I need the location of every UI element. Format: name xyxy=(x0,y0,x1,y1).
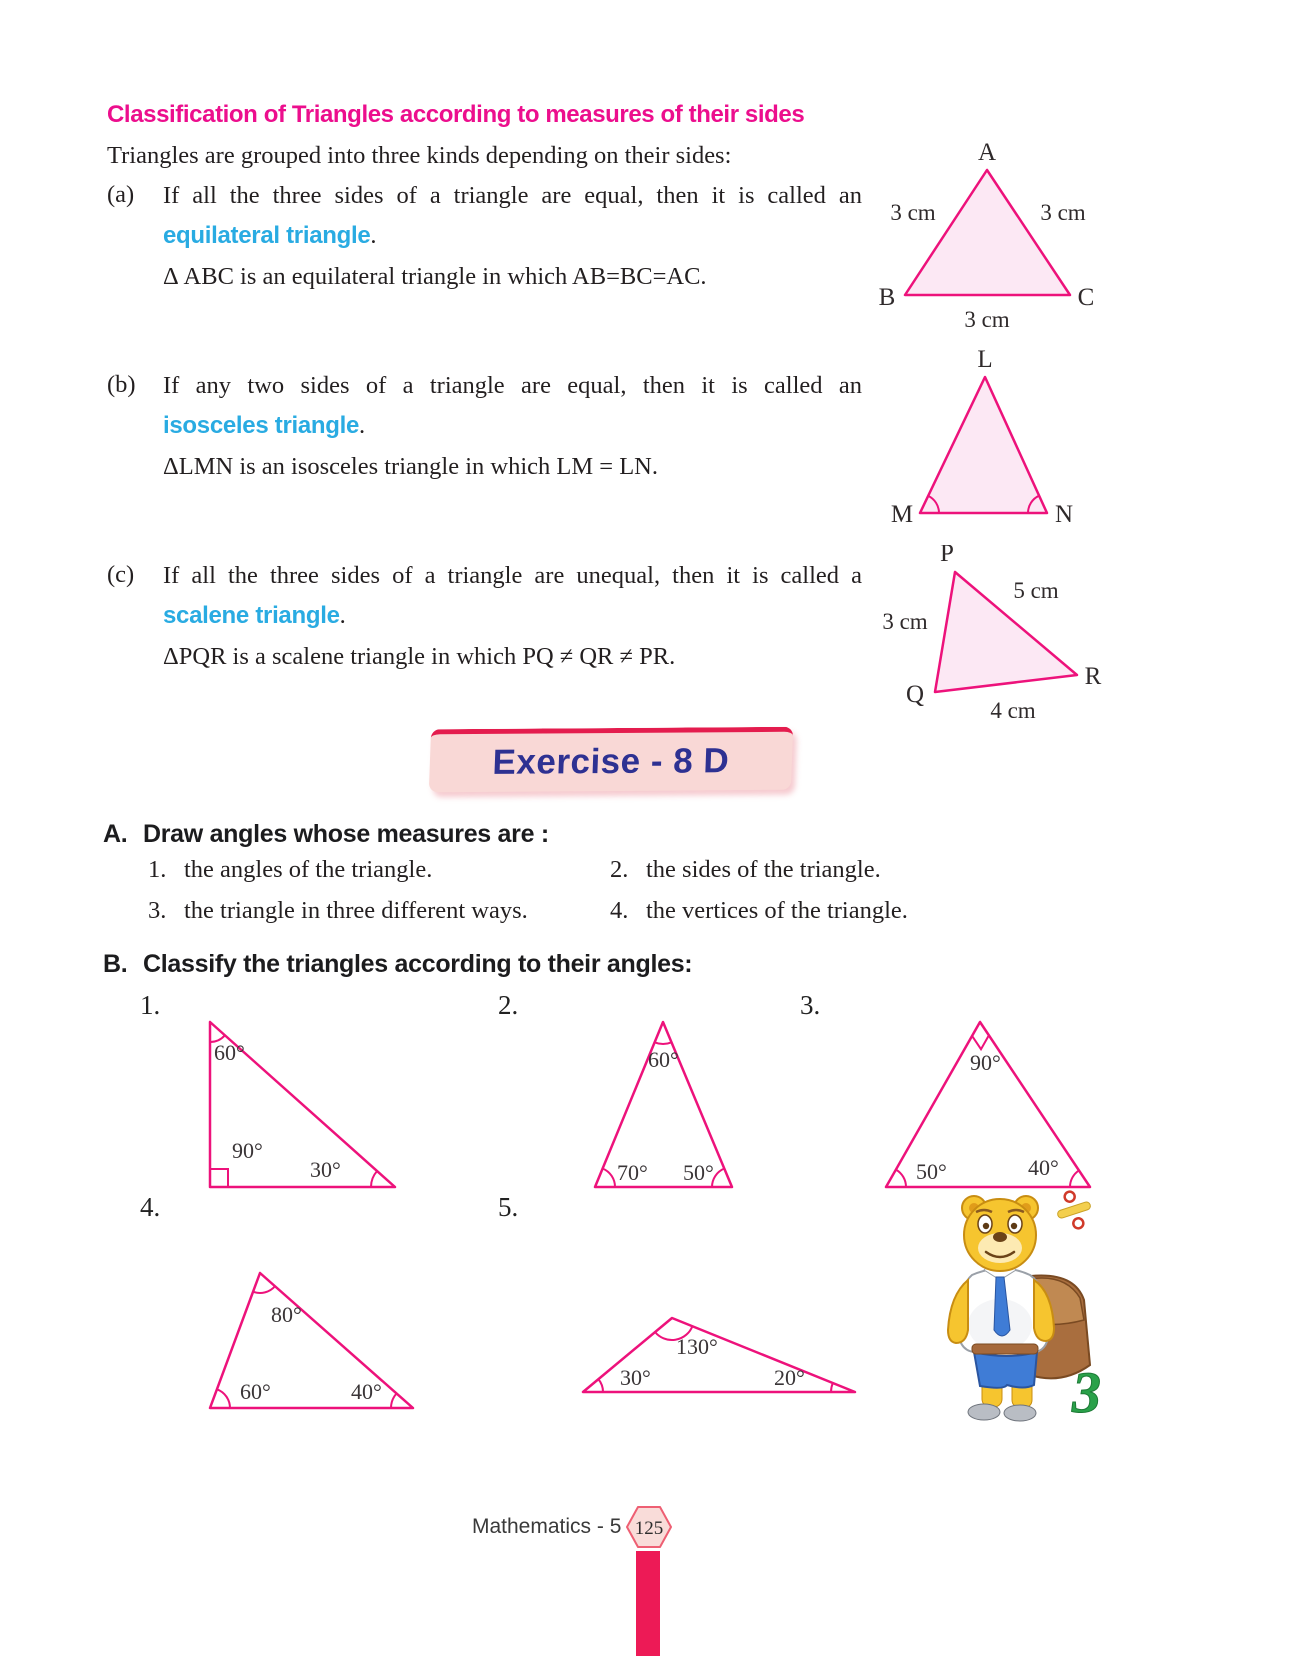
angle-arc-left xyxy=(896,1170,906,1187)
angle-arc-left xyxy=(598,1379,603,1392)
page-title: Classification of Triangles according to measures of their sides xyxy=(107,101,805,128)
item-a-text: If all the three sides of a triangle are equal, then it is called an xyxy=(163,182,862,209)
item-b-text: If any two sides of a triangle are equal, then it is called an xyxy=(163,372,862,399)
section-b-marker: B. xyxy=(103,950,128,978)
item-a-detail: Δ ABC is an equilateral triangle in which AB=BC=AC. xyxy=(163,262,707,290)
angle-arc-right xyxy=(371,1171,377,1187)
vertex-label-Q: Q xyxy=(905,681,925,708)
angle-arc-right xyxy=(831,1383,833,1392)
angle-label-top: 130° xyxy=(676,1334,718,1359)
vertex-label-M: M xyxy=(890,501,914,528)
vertex-label-B: B xyxy=(878,284,896,311)
item-3-text: the triangle in three different ways. xyxy=(184,897,528,924)
angle-label-top: 60° xyxy=(214,1040,245,1065)
vertex-label-N: N xyxy=(1054,501,1074,528)
angle-label-left: 30° xyxy=(620,1365,651,1390)
angle-arc-right xyxy=(712,1169,724,1188)
item-c-label: (c) xyxy=(107,561,135,588)
triangle-4-number: 4. xyxy=(140,1192,161,1222)
item-b-label: (b) xyxy=(107,371,136,398)
figure-triangle-3 xyxy=(868,1012,1113,1202)
section-b-heading-text: Classify the triangles according to their angles: xyxy=(143,950,693,978)
footer-ribbon-bar xyxy=(636,1551,660,1656)
angle-label-right: 50° xyxy=(683,1160,714,1185)
item-b-keyword-period: . xyxy=(359,412,366,440)
item-a-label: (a) xyxy=(107,181,135,208)
section-a-item-2 xyxy=(610,856,881,884)
side-label-pr: 5 cm xyxy=(1013,578,1059,603)
item-a-keyword: equilateral triangle xyxy=(163,222,371,250)
intro-subheading: Triangles are grouped into three kinds depending on their sides: xyxy=(107,142,732,169)
side-label-ac: 3 cm xyxy=(1040,200,1086,225)
vertex-label-L: L xyxy=(977,346,993,373)
angle-label-left: 50° xyxy=(916,1159,947,1184)
angle-label-left: 60° xyxy=(240,1379,271,1404)
right-angle-marker xyxy=(210,1169,228,1187)
mascot-numeral: 3 xyxy=(1072,1360,1101,1425)
angle-arc-right xyxy=(391,1394,396,1408)
angle-arc-top xyxy=(253,1286,275,1293)
figure-triangle-5 xyxy=(540,1248,875,1423)
figure-triangle-1 xyxy=(170,1012,410,1202)
angle-label-right: 20° xyxy=(774,1365,805,1390)
item-c-keyword: scalene triangle xyxy=(163,602,340,630)
vertex-label-P: P xyxy=(940,545,954,567)
angle-label-right: 40° xyxy=(1028,1155,1059,1180)
footer-page-badge xyxy=(626,1506,672,1548)
figure-triangle-2 xyxy=(575,1012,755,1202)
triangle-3-number: 3. xyxy=(800,990,821,1020)
intro-item-c xyxy=(107,561,862,671)
item-c-text: If all the three sides of a triangle are unequal, then it is called a xyxy=(163,562,862,589)
figure-triangle-4 xyxy=(185,1248,435,1423)
side-label-ab: 3 cm xyxy=(890,200,936,225)
item-b-keyword: isosceles triangle xyxy=(163,412,360,440)
item-1-number: 1. xyxy=(148,856,167,883)
item-2-text: the sides of the triangle. xyxy=(646,856,881,883)
bear-mascot-illustration xyxy=(912,1180,1112,1425)
item-2-number: 2. xyxy=(610,856,629,883)
triangle-2-number: 2. xyxy=(498,990,519,1020)
angle-label-right: 40° xyxy=(351,1379,382,1404)
figure-isosceles-triangle xyxy=(875,345,1090,540)
angle-label-left: 90° xyxy=(232,1138,263,1163)
angle-label-top: 80° xyxy=(271,1302,302,1327)
item-3-number: 3. xyxy=(148,897,167,924)
right-angle-marker xyxy=(972,1035,989,1049)
vertex-label-A: A xyxy=(977,139,997,166)
angle-arc-left xyxy=(603,1169,615,1188)
side-label-qr: 4 cm xyxy=(990,698,1036,723)
section-a-heading-text: Draw angles whose measures are : xyxy=(143,820,549,848)
intro-item-a xyxy=(107,181,862,291)
angle-label-left: 70° xyxy=(617,1160,648,1185)
angle-arc-left xyxy=(217,1389,230,1408)
item-1-text: the angles of the triangle. xyxy=(184,856,433,883)
side-label-pq: 3 cm xyxy=(882,609,928,634)
side-label-bc: 3 cm xyxy=(964,307,1010,332)
figure-equilateral-triangle xyxy=(865,135,1105,340)
section-a-item-4 xyxy=(610,897,908,925)
division-symbol-icon xyxy=(1052,1187,1096,1234)
section-a-marker: A. xyxy=(103,820,128,848)
section-a-item-3 xyxy=(148,897,528,925)
section-a-heading xyxy=(103,820,549,849)
triangle-5-number: 5. xyxy=(498,1192,519,1222)
angle-arc-top xyxy=(655,1042,672,1044)
item-c-keyword-period: . xyxy=(339,602,346,630)
vertex-label-C: C xyxy=(1077,284,1095,311)
angle-label-top: 90° xyxy=(970,1050,1001,1075)
section-a-item-1 xyxy=(148,856,432,884)
angle-label-right: 30° xyxy=(310,1157,341,1182)
figure-scalene-triangle xyxy=(855,545,1105,740)
footer-page-number: 125 xyxy=(634,1518,664,1539)
section-b-heading xyxy=(103,950,692,979)
exercise-banner xyxy=(429,727,793,793)
item-a-keyword-period: . xyxy=(370,222,377,250)
footer-book-title: Mathematics - 5 xyxy=(472,1515,622,1538)
angle-label-top: 60° xyxy=(648,1047,679,1072)
item-4-number: 4. xyxy=(610,897,629,924)
item-4-text: the vertices of the triangle. xyxy=(646,897,908,924)
item-b-detail: ΔLMN is an isosceles triangle in which LM = LN. xyxy=(163,452,658,480)
exercise-title: Exercise - 8 D xyxy=(491,741,730,782)
triangle-1-number: 1. xyxy=(140,990,161,1020)
item-c-detail: ΔPQR is a scalene triangle in which PQ ≠ QR ≠ PR. xyxy=(163,642,676,670)
intro-item-b xyxy=(107,371,862,481)
vertex-label-R: R xyxy=(1084,663,1102,690)
